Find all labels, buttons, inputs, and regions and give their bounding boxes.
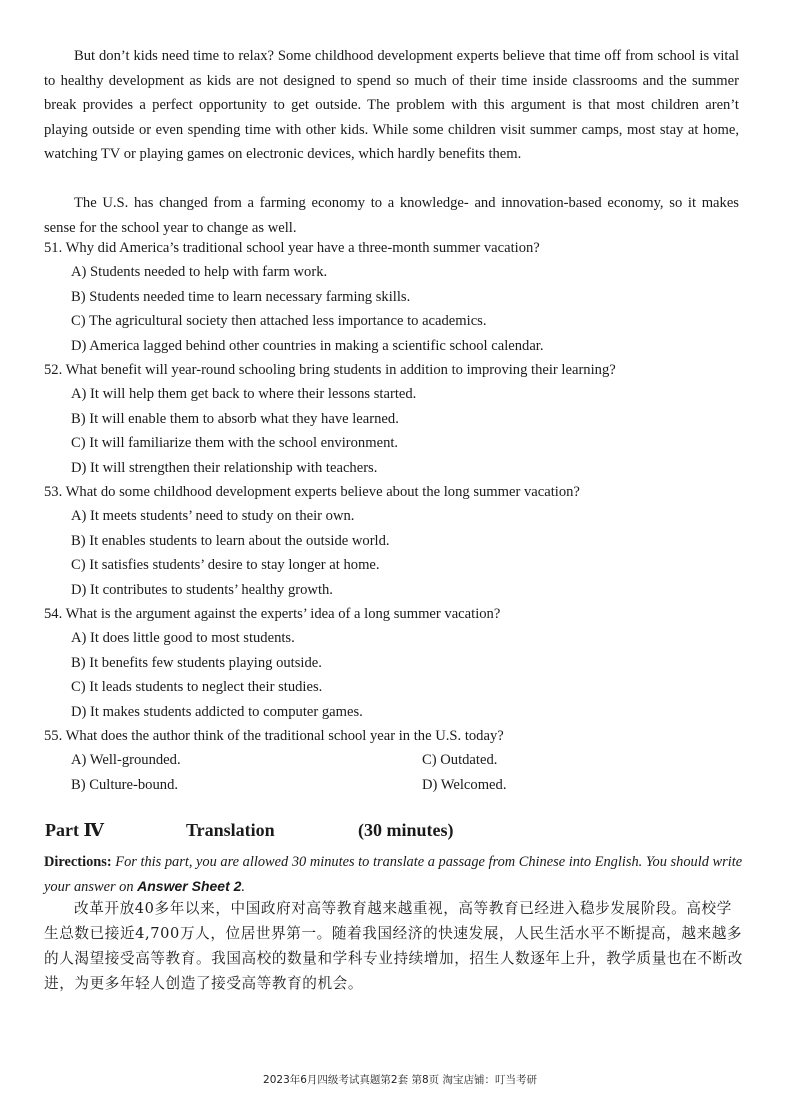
question-54-option-b: B) It benefits few students playing outside. xyxy=(71,655,322,671)
translation-passage-text: 改革开放40多年以来，中国政府对高等教育越来越重视，高等教育已经进入稳步发展阶段。高校学生总数已接近4,700万人，位居世界第一。随着我国经济的快速发展，人民生活水平不断提高，越来越多的人渴望接受高等教育。我国高校的数量和学科专业持续增加，招生人数逐年上升，教学质量也在不断改进，为更多年轻人创造了接受高等教育的机会。 xyxy=(44,900,743,992)
question-51-stem: 51. Why did America’s traditional school year have a three-month summer vacation? xyxy=(44,240,540,256)
question-52-option-a: A) It will help them get back to where their lessons started. xyxy=(71,386,417,402)
part-number: Part Ⅳ xyxy=(45,820,104,840)
question-55-option-b: B) Culture-bound. xyxy=(71,777,179,793)
question-52-option-b: B) It will enable them to absorb what they have learned. xyxy=(71,411,399,427)
directions xyxy=(44,850,744,899)
passage-paragraph-1 xyxy=(44,44,739,167)
question-52-option-d: D) It will strengthen their relationship with teachers. xyxy=(71,460,378,476)
question-52-option-c: C) It will familiarize them with the school environment. xyxy=(71,435,399,451)
question-55-stem: 55. What does the author think of the traditional school year in the U.S. today? xyxy=(44,728,504,744)
question-54-option-d: D) It makes students addicted to computer games. xyxy=(71,704,363,720)
passage-paragraph-1-text: But don’t kids need time to relax? Some childhood development experts believe that time off from school is vital to healthy development as kids are not designed to spend so much of their time inside classrooms and the summer break provides a perfect opportunity to get outside. The problem with this argument is that most children aren’t playing outside or even spending time with other kids. While some children visit summer camps, most stay at home, watching TV or playing games on electronic devices, which hardly benefits them. xyxy=(44,48,739,162)
question-53-option-b: B) It enables students to learn about the outside world. xyxy=(71,533,390,549)
question-51-option-c: C) The agricultural society then attached less importance to academics. xyxy=(71,313,487,329)
question-54-option-c: C) It leads students to neglect their studies. xyxy=(71,679,323,695)
directions-label: Directions: xyxy=(44,854,112,870)
directions-text: For this part, you are allowed 30 minutes to translate a passage from Chinese into English. You should write your answer on xyxy=(44,854,743,895)
part-name: Translation xyxy=(186,820,275,840)
question-55-option-a: A) Well-grounded. xyxy=(71,752,181,768)
question-51-option-b: B) Students needed time to learn necessary farming skills. xyxy=(71,289,411,305)
directions-end: . xyxy=(241,879,246,895)
question-54-stem: 54. What is the argument against the experts’ idea of a long summer vacation? xyxy=(44,606,501,622)
question-51-option-a: A) Students needed to help with farm work. xyxy=(71,264,328,280)
question-53-option-c: C) It satisfies students’ desire to stay longer at home. xyxy=(71,557,380,573)
question-53-stem: 53. What do some childhood development experts believe about the long summer vacation? xyxy=(44,484,580,500)
answer-sheet-reference: Answer Sheet 2 xyxy=(137,878,242,894)
question-55-option-d: D) Welcomed. xyxy=(422,777,507,793)
translation-passage xyxy=(44,896,744,996)
page-footer: 2023年6月四级考试真题第2套 第8页 淘宝店铺：叮当考研 xyxy=(263,1074,537,1086)
passage-paragraph-2 xyxy=(44,191,739,240)
passage-paragraph-2-text: The U.S. has changed from a farming economy to a knowledge- and innovation-based economy, so it makes sense for the school year to change as well. xyxy=(44,195,739,236)
question-52-stem: 52. What benefit will year-round schooling bring students in addition to improving their learning? xyxy=(44,362,616,378)
question-55-option-c: C) Outdated. xyxy=(422,752,498,768)
question-53-option-a: A) It meets students’ need to study on their own. xyxy=(71,508,355,524)
question-54-option-a: A) It does little good to most students. xyxy=(71,630,295,646)
part-time: (30 minutes) xyxy=(358,820,454,840)
question-53-option-d: D) It contributes to students’ healthy growth. xyxy=(71,582,333,598)
question-51-option-d: D) America lagged behind other countries in making a scientific school calendar. xyxy=(71,338,544,354)
